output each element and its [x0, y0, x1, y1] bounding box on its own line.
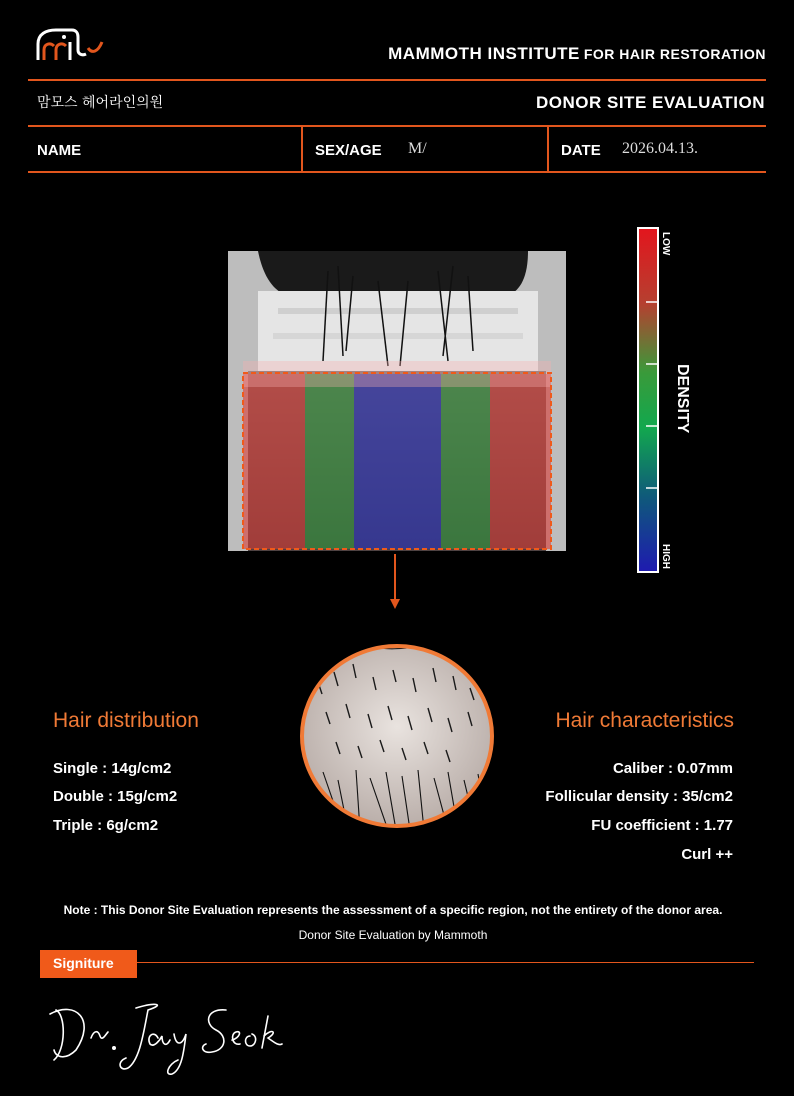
density-zones — [243, 374, 551, 549]
scale-high-label: HIGH — [660, 544, 671, 569]
zone-green-left — [305, 374, 354, 549]
note-line: Note : This Donor Site Evaluation represents the assessment of a specific region, not the entirety of the donor area. — [63, 903, 723, 917]
zone-blue-center — [354, 374, 441, 549]
hair-characteristics-title: Hair characteristics — [555, 709, 734, 732]
trichoscopy-closeup — [298, 642, 496, 830]
sex-age-label: SEX/AGE — [315, 142, 382, 159]
date-label: DATE — [561, 142, 601, 159]
distribution-single: Single : 14g/cm2 — [53, 760, 172, 777]
characteristic-curl: Curl ++ — [681, 846, 733, 863]
hair-distribution-title: Hair distribution — [53, 709, 199, 732]
header-divider-middle — [28, 125, 766, 127]
donor-site-photo — [228, 251, 566, 551]
document-title: DONOR SITE EVALUATION — [536, 93, 765, 112]
name-label: NAME — [37, 142, 82, 159]
institute-sub: FOR HAIR RESTORATION — [583, 46, 766, 62]
arrow-down-icon — [389, 554, 401, 610]
sex-age-value: M/ — [408, 140, 427, 157]
clinic-korean-name: 맘모스 헤어라인의원 — [37, 95, 164, 111]
distribution-double: Double : 15g/cm2 — [53, 788, 178, 805]
date-value: 2026.04.13. — [622, 140, 698, 157]
signature-label: Signiture — [40, 950, 137, 978]
characteristic-caliber: Caliber : 0.07mm — [612, 760, 733, 777]
field-divider-1 — [301, 126, 303, 172]
field-divider-2 — [547, 126, 549, 172]
zone-red-left — [243, 374, 305, 549]
characteristic-fu-coefficient: FU coefficient : 1.77 — [591, 817, 733, 834]
elephant-logo-icon — [36, 28, 108, 62]
institute-main: MAMMOTH INSTITUTE — [388, 44, 580, 63]
header-divider-top — [28, 79, 766, 81]
zone-red-right — [490, 374, 551, 549]
signature-divider — [137, 962, 754, 963]
institute-title — [388, 44, 766, 64]
density-title: DENSITY — [674, 364, 691, 434]
distribution-triple: Triple : 6g/cm2 — [53, 817, 159, 834]
doctor-signature — [36, 990, 336, 1080]
scale-low-label: LOW — [660, 232, 671, 256]
fields-divider-bottom — [28, 171, 766, 173]
density-title-wrap — [672, 360, 696, 440]
note-byline: Donor Site Evaluation by Mammoth — [298, 928, 488, 942]
characteristic-follicular-density: Follicular density : 35/cm2 — [545, 788, 733, 805]
zone-green-right — [441, 374, 490, 549]
